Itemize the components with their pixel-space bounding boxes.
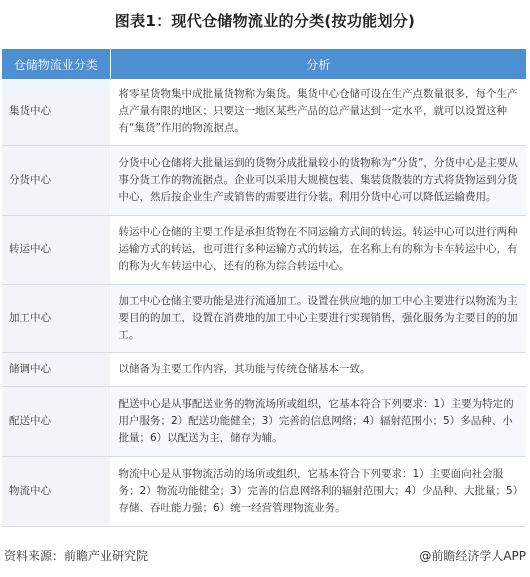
row-category: 分货中心 — [2, 145, 110, 215]
row-category: 集货中心 — [2, 79, 110, 145]
table-header-row — [2, 49, 526, 79]
header-analysis: 分析 — [110, 49, 526, 79]
row-category: 储调中心 — [2, 352, 110, 386]
header-category: 仓储物流业分类 — [2, 49, 110, 79]
classification-table — [2, 49, 526, 527]
table-row — [2, 386, 526, 456]
table-row — [2, 79, 526, 145]
table-row — [2, 352, 526, 386]
table-row — [2, 145, 526, 215]
row-description: 物流中心是从事物流活动的场所或组织，它基本符合下列要求：1）主要面向社会服务；2）物流功能健全；3）完善的信息网络利的辐射范围大；4）少品种、大批量；5）存储、吞吐能力强；6）统一经营管理物流业务。 — [110, 456, 526, 526]
row-category: 配送中心 — [2, 386, 110, 456]
table-row — [2, 456, 526, 526]
row-description: 以储备为主要工作内容，其功能与传统仓储基本一致。 — [110, 352, 526, 386]
figure-title: 图表1：现代仓储物流业的分类(按功能划分) — [114, 12, 416, 30]
row-description: 转运中心仓储的主要工作是承担货物在不同运输方式间的转运。转运中心可以进行两种运输方式的转运，也可进行多种运输方式的转运，在名称上有的称为卡车转运中心，有的称为火车转运中心，还有的称为综合转运中心。 — [110, 215, 526, 284]
brand-credit: @前瞻经济学人APP — [419, 549, 526, 563]
table-row — [2, 215, 526, 284]
row-category: 物流中心 — [2, 456, 110, 526]
source-note: 资料来源：前瞻产业研究院 — [4, 549, 149, 563]
table-row — [2, 284, 526, 352]
row-description: 分货中心仓储将大批量运到的货物分成批量较小的货物称为“分货”，分货中心是主要从事分货工作的物流据点。企业可以采用大规模包装、集装货散装的方式将货物运到分货中心，然后按企业生产或销售的需要进行分装。利用分货中心可以降低运输费用。 — [110, 145, 526, 215]
row-description: 配送中心是从事配送业务的物流场所或组织，它基本符合下列要求：1）主要为特定的用户服务；2）配送功能健全；3）完善的信息网络；4）辐射范围小；5）多品种、小批量；6）以配送为主，储存为辅。 — [110, 386, 526, 456]
row-description: 将零星货物集中成批量货物称为集货。集货中心仓储可设在生产点数量很多，每个生产点产量有限的地区；只要这一地区某些产品的总产量达到一定水平，就可以设置这种有“集货”作用的物流据点。 — [110, 79, 526, 145]
row-category: 加工中心 — [2, 284, 110, 352]
row-description: 加工中心仓储主要功能是进行流通加工。设置在供应地的加工中心主要进行以物流为主要目的的加工，设置在消费地的加工中心主要进行实现销售，强化服务为主要目的的加工。 — [110, 284, 526, 352]
row-category: 转运中心 — [2, 215, 110, 284]
